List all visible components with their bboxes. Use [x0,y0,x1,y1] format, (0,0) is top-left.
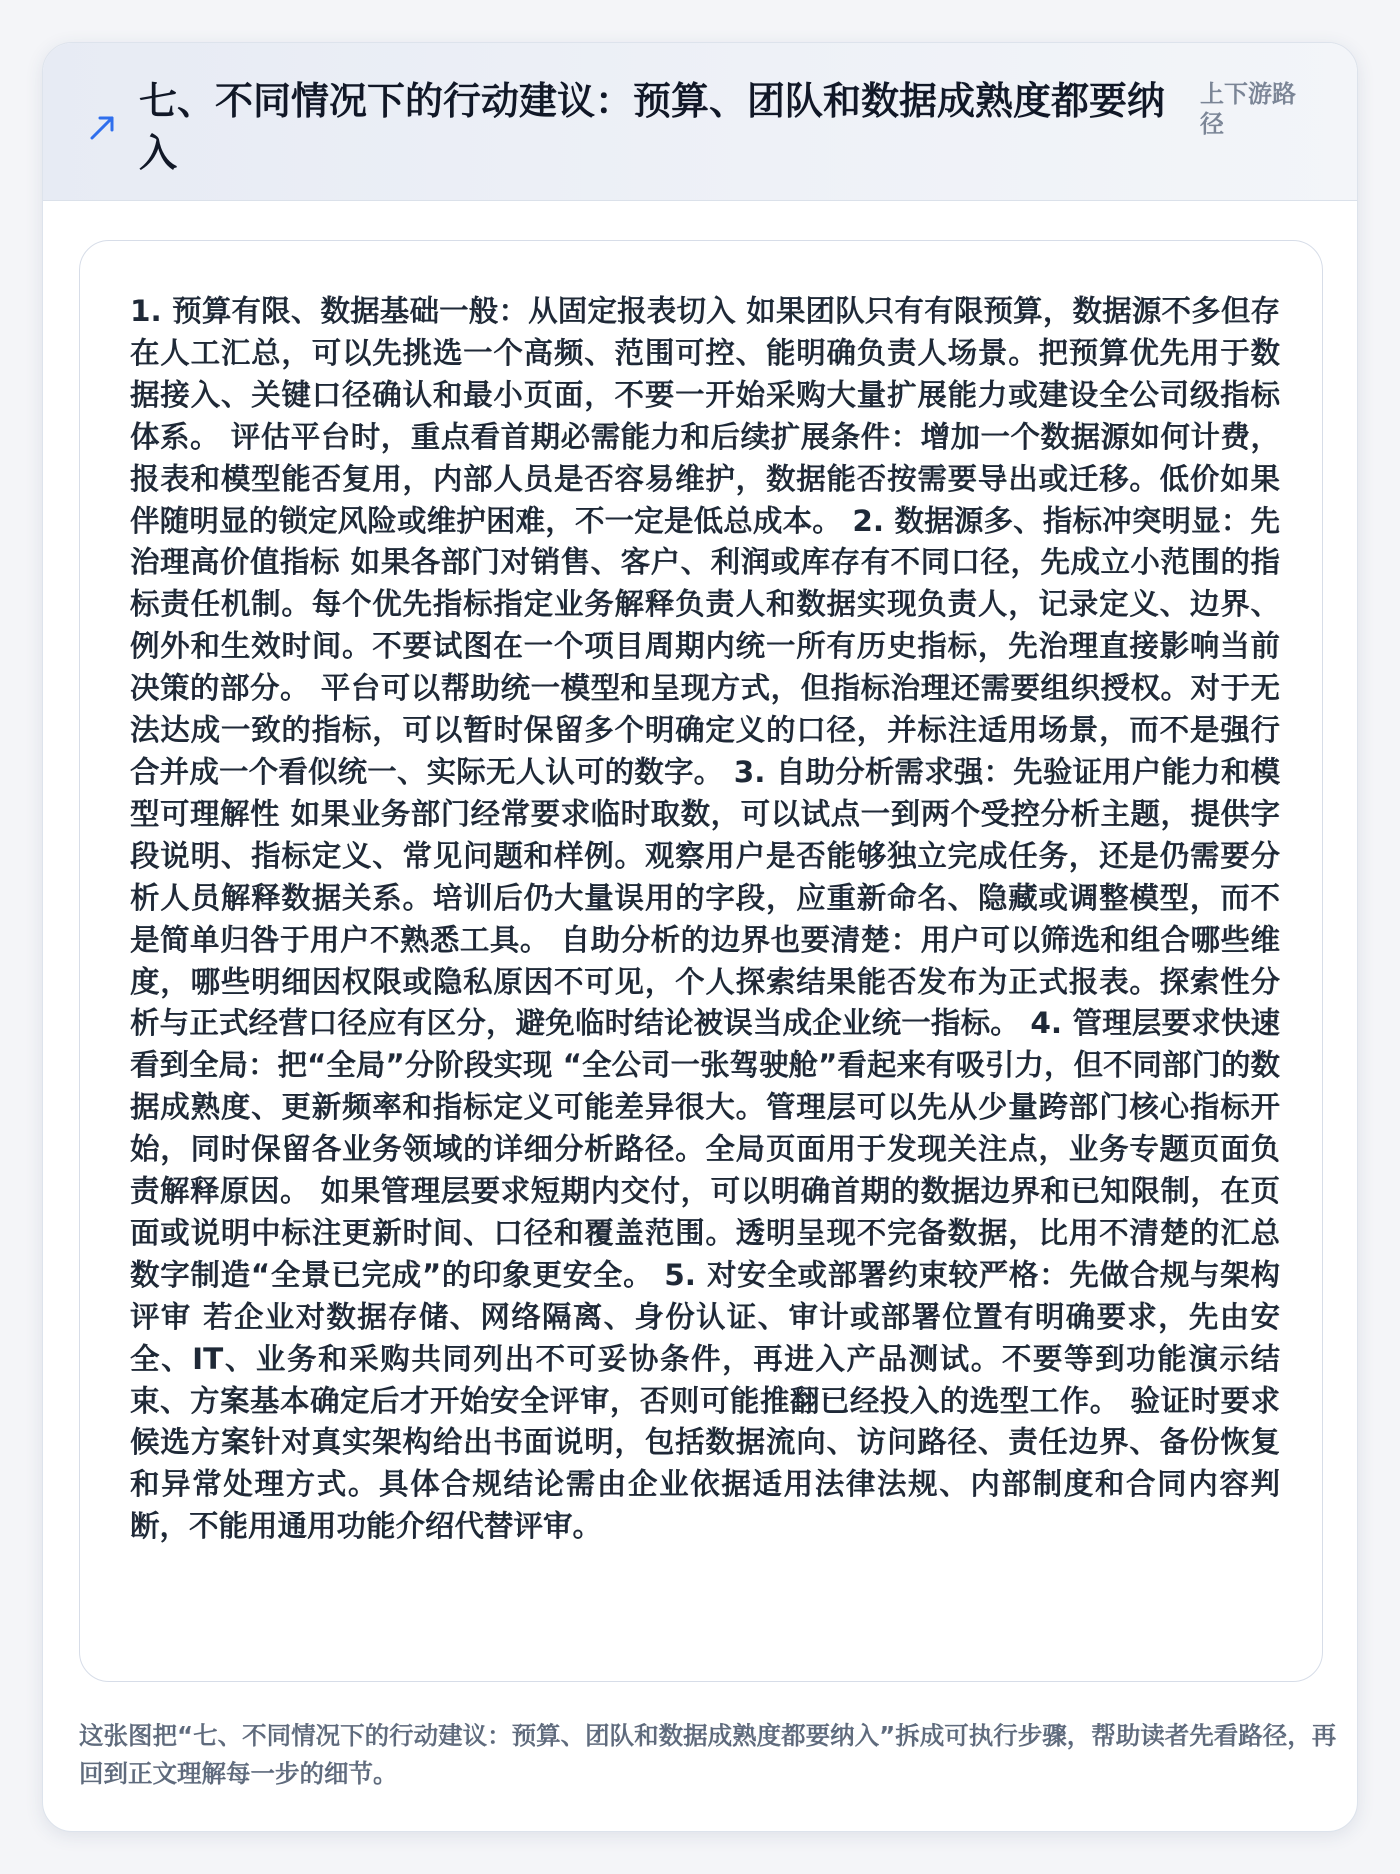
content-box [79,240,1323,1682]
section-tag: 上下游路径 [1200,80,1296,138]
card-header [43,43,1357,201]
body-text: 1. 预算有限、数据基础一般：从固定报表切入 如果团队只有有限预算，数据源不多但存在人工汇总，可以先挑选一个高频、范围可控、能明确负责人场景。把预算优先用于数据接入、关键口径确认和最小页面，不要一开始采购大量扩展能力或建设全公司级指标体系。 评估平台时，重点看首期必需能力和后续扩展条件：增加一个数据源如何计费，报表和模型能否复用，内部人员是否容易维护，数据能否按需要导出或迁移。低价如果伴随明显的锁定风险或维护困难，不一定是低总成本。 2. 数据源多、指标冲突明显：先治理高价值指标 如果各部门对销售、客户、利润或库存有不同口径，先成立小范围的指标责任机制。每个优先指标指定业务解释负责人和数据实现负责人，记录定义、边界、例外和生效时间。不要试图在一个项目周期内统一所有历史指标，先治理直接影响当前决策的部分。 平台可以帮助统一模型和呈现方式，但指标治理还需要组织授权。对于无法达成一致的指标，可以暂时保留多个明确定义的口径，并标注适用场景，而不是强行合并成一个看似统一、实际无人认可的数字。 3. 自助分析需求强：先验证用户能力和模型可理解性 如果业务部门经常要求临时取数，可以试点一到两个受控分析主题，提供字段说明、指标定义、常见问题和样例。观察用户是否能够独立完成任务，还是仍需要分析人员解释数据关系。培训后仍大量误用的字段，应重新命名、隐藏或调整模型，而不是简单归咎于用户不熟悉工具。 自助分析的边界也要清楚：用户可以筛选和组合哪些维度，哪些明细因权限或隐私原因不可见，个人探索结果能否发布为正式报表。探索性分析与正式经营口径应有区分，避免临时结论被误当成企业统一指标。 4. 管理层要求快速看到全局：把“全局”分阶段实现 “全公司一张驾驶舱”看起来有吸引力，但不同部门的数据成熟度、更新频率和指标定义可能差异很大。管理层可以先从少量跨部门核心指标开始，同时保留各业务领域的详细分析路径。全局页面用于发现关注点，业务专题页面负责解释原因。 如果管理层要求短期内交付，可以明确首期的数据边界和已知限制，在页面或说明中标注更新时间、口径和覆盖范围。透明呈现不完备数据，比用不清楚的汇总数字制造“全景已完成”的印象更安全。 5. 对安全或部署约束较严格：先做合规与架构评审 若企业对数据存储、网络隔离、身份认证、审计或部署位置有明确要求，先由安全、IT、业务和采购共同列出不可妥协条件，再进入产品测试。不要等到功能演示结束、方案基本确定后才开始安全评审，否则可能推翻已经投入的选型工作。 验证时要求候选方案针对真实架构给出书面说明，包括数据流向、访问路径、责任边界、备份恢复和异常处理方式。具体合规结论需由企业依据适用法律法规、内部制度和合同内容判断，不能用通用功能介绍代替评审。 [130,294,1280,1544]
section-title: 七、不同情况下的行动建议：预算、团队和数据成熟度都要纳入 [139,79,1166,175]
arrow-up-right-icon [85,109,121,145]
figure-caption: 这张图把“七、不同情况下的行动建议：预算、团队和数据成熟度都要纳入”拆成可执行步骤，帮助读者先看路径，再回到正文理解每一步的细节。 [79,1721,1337,1788]
infographic-card [42,42,1358,1832]
